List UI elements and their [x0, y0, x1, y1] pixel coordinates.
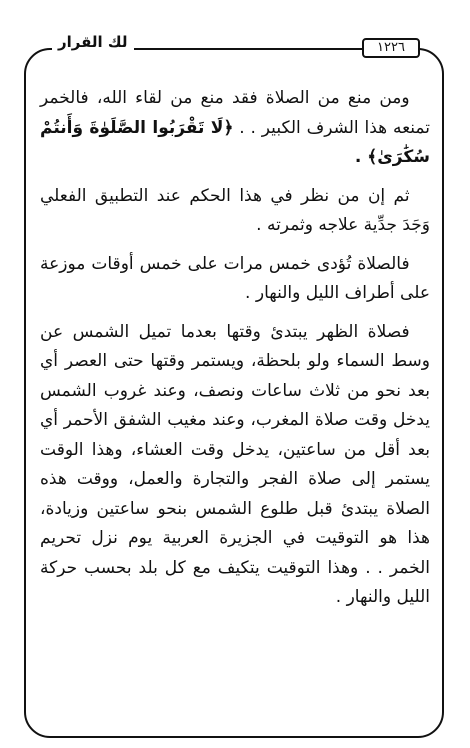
quran-verse: ﴿لَا تَقْرَبُوا الصَّلَوٰةَ وَأَنتُمْ سُكَٰرَىٰ﴾ .	[40, 117, 430, 167]
page-body	[40, 84, 430, 622]
paragraph-3: فالصلاة تُؤدى خمس مرات على خمس أوقات موزعة على أطراف الليل والنهار .	[40, 253, 430, 303]
page-number: ١٢٢٦	[362, 38, 420, 58]
paragraph-4: فصلاة الظهر يبتدئ وقتها بعدما تميل الشمس عن وسط السماء ولو بلحظة، ويستمر وقتها حتى العصر أي بعد نحو من ثلاث ساعات ونصف، وعند غروب الشمس يدخل وقت صلاة المغرب، وعند مغيب الشفق الأحمر أي بعد أقل من ساعتين، يدخل وقت العشاء، وهذا الوقت يستمر إلى صلاة الفجر والتجارة والعمل، ووقت هذه الصلاة يبتدئ قبل طلوع الشمس بنحو ساعتين وزيادة، هذا هو التوقيت في الجزيرة العربية يوم نزل تحريم الخمر . . وهذا التوقيت يتكيف مع كل بلد بحسب حركة الليل والنهار .	[40, 321, 430, 607]
paragraph-2: ثم إن من نظر في هذا الحكم عند التطبيق الفعلي وَجَدَ جدِّية علاجه وثمرته .	[40, 185, 430, 235]
paragraph-1-text: ومن منع من الصلاة فقد منع من لقاء الله، فالخمر تمنعه هذا الشرف الكبير . .	[40, 88, 430, 138]
paragraph-1	[40, 84, 430, 173]
running-header-title: لك القرار	[52, 33, 134, 51]
